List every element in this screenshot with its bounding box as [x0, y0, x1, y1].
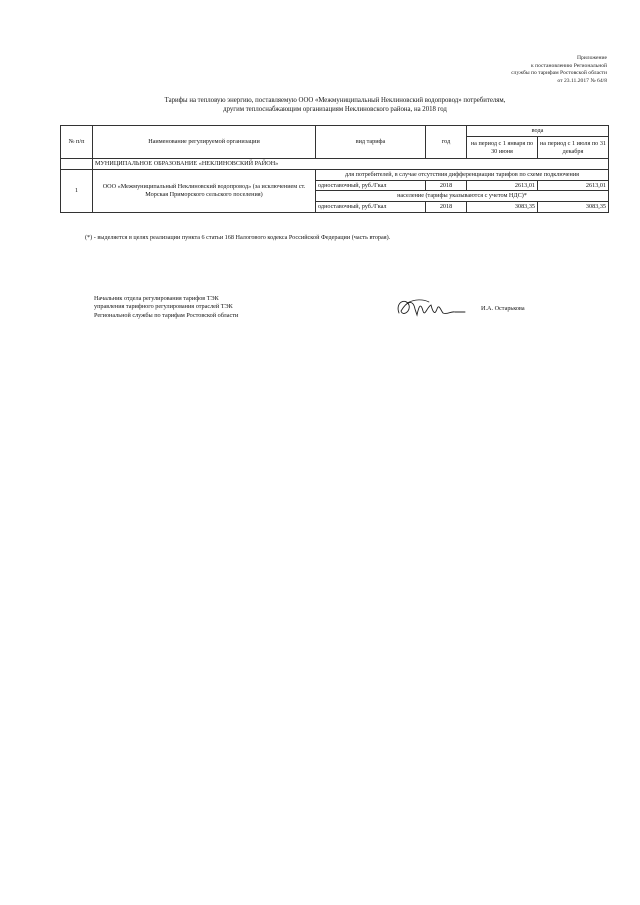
tariff-value-period-1: 2613,01 — [467, 180, 538, 191]
header-tariff-type: вид тарифа — [316, 126, 426, 159]
document-title — [60, 96, 610, 114]
appendix-line: службы по тарифам Ростовской области — [511, 70, 607, 77]
tariff-value-period-2: 3083,35 — [538, 202, 609, 213]
group-2-label: население (тарифы указываются с учетом НДС)* — [316, 191, 609, 202]
municipality-row: МУНИЦИПАЛЬНОЕ ОБРАЗОВАНИЕ «НЕКЛИНОВСКИЙ РАЙОН» — [93, 159, 609, 170]
organization-name: ООО «Межмуниципальный Неклиновский водопровод» (за исключением ст. Морская Приморского сельского поселения) — [93, 169, 316, 212]
header-num: № п/п — [61, 126, 93, 159]
appendix-line: к постановлению Региональной — [531, 62, 607, 69]
header-organization: Наименование регулируемой организации — [93, 126, 316, 159]
tariff-year-cell: 2018 — [426, 202, 467, 213]
signer-name: И.А. Остарькова — [481, 305, 525, 312]
tariff-type-cell: одноставочный, руб./Гкал — [316, 202, 426, 213]
header-year: год — [426, 126, 467, 159]
position-line: управления тарифного регулирования отраслей ТЭК — [94, 303, 233, 311]
municipality-spacer — [61, 159, 93, 170]
handwritten-signature — [393, 293, 468, 323]
position-line: Региональной службы по тарифам Ростовской области — [94, 311, 239, 319]
row-number: 1 — [61, 169, 93, 212]
appendix-line: от 23.11.2017 № 64/8 — [557, 77, 607, 84]
header-period-1: на период с 1 января по 30 июня — [467, 137, 538, 159]
vat-footnote: (*) - выделяется в целях реализации пункта 6 статьи 168 Налогового кодекса Российской Федерации (часть вторая). — [85, 234, 391, 241]
tariff-year-cell: 2018 — [426, 180, 467, 191]
title-line: Тарифы на тепловую энергию, поставляемую ООО «Межмуниципальный Неклиновский водопровод» потребителям, — [164, 97, 506, 104]
tariffs-table — [60, 125, 609, 213]
position-line: Начальник отдела регулирования тарифов ТЭК — [94, 295, 219, 302]
appendix-line: Приложение — [576, 55, 607, 61]
header-water: вода — [467, 126, 609, 137]
header-period-2: на период с 1 июля по 31 декабря — [538, 137, 609, 159]
signature-block — [94, 295, 238, 320]
title-line: другим теплоснабжающим организациям Неклиновского района, на 2018 год — [223, 106, 447, 113]
tariff-type-cell: одноставочный, руб./Гкал — [316, 180, 426, 191]
tariff-value-period-2: 2613,01 — [538, 180, 609, 191]
appendix-header-note — [511, 55, 607, 85]
group-1-label: для потребителей, в случае отсутствия дифференциации тарифов по схеме подключения — [316, 169, 609, 180]
tariff-value-period-1: 3083,35 — [467, 202, 538, 213]
